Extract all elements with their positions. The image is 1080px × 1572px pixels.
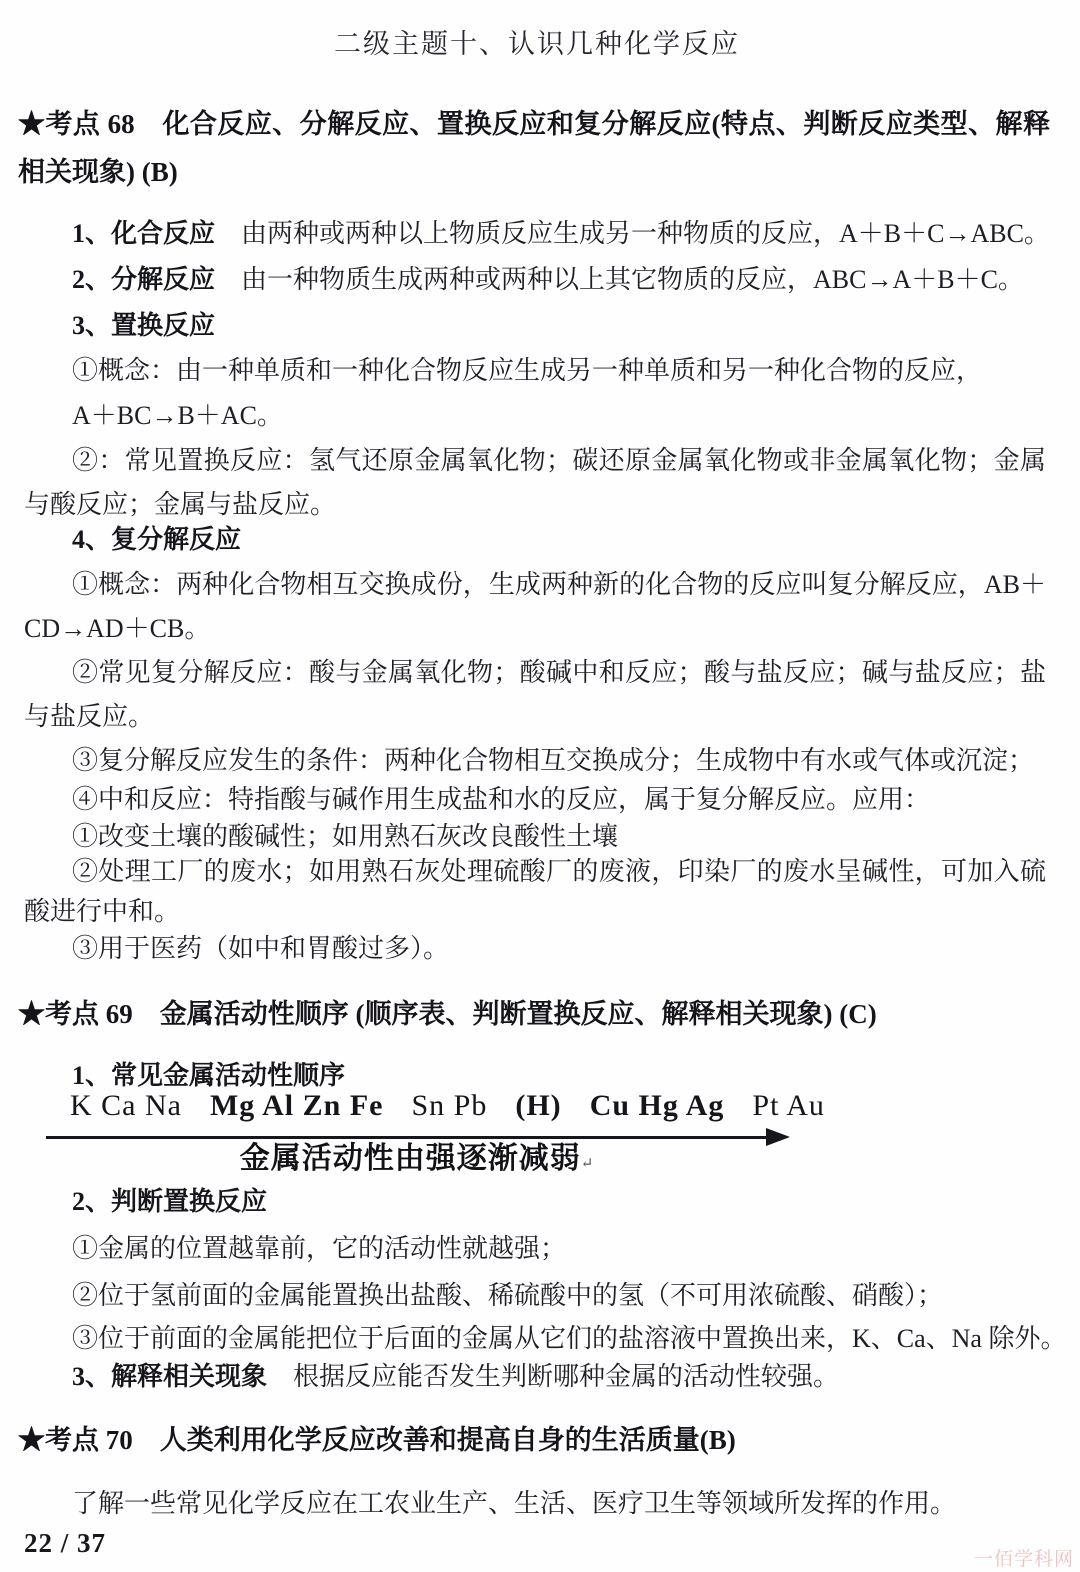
s69-line-6-text: 根据反应能否发生判断哪种金属的活动性较强。 (267, 1362, 840, 1391)
page-number: 22 / 37 (24, 1528, 107, 1558)
s68-line-7 (24, 518, 1050, 562)
s68-line-1 (24, 212, 1050, 256)
s68-line-1-text: 由两种或两种以上物质反应生成另一种物质的反应，A＋B＋C→ABC。 (215, 219, 1050, 248)
s69-line-3: ①金属的位置越靠前，它的活动性就越强； (72, 1234, 567, 1263)
s68-line-13: ②处理工厂的废水；如用熟石灰处理硫酸厂的废液，印染厂的废水呈碱性，可加入硫酸进行中和。 (24, 857, 1046, 926)
metal-activity-series (70, 1086, 825, 1126)
s68-line-2-label: 2、分解反应 (72, 265, 216, 294)
series-caption-text: 金属活动性由强逐渐减弱 (239, 1142, 581, 1175)
page-title: 二级主题十、认识几种化学反应 (334, 29, 740, 59)
s68-line-5: A＋BC→B＋AC。 (72, 401, 283, 430)
s68-line-6: ②：常见置换反应：氢气还原金属氧化物；碳还原金属氧化物或非金属氧化物；金属与酸反应；金属与盐反应。 (24, 446, 1046, 519)
s69-line-2 (24, 1180, 1050, 1224)
series-group-h: (H) (515, 1089, 562, 1122)
s68-line-2 (24, 258, 1050, 302)
s69-line-2-label: 2、判断置换反应 (72, 1187, 268, 1216)
s69-line-1-label: 1、常见金属活动性顺序 (72, 1061, 346, 1090)
watermark: 一佰学科网 (973, 1549, 1074, 1570)
s68-line-2-text: 由一种物质生成两种或两种以上其它物质的反应，ABC→A＋B＋C。 (215, 265, 1024, 294)
s68-line-14: ③用于医药（如中和胃酸过多）。 (72, 934, 450, 963)
s68-line-10: ③复分解反应发生的条件：两种化合物相互交换成分；生成物中有水或气体或沉淀； (72, 746, 1035, 775)
series-group-mg-al-zn-fe: Mg Al Zn Fe (209, 1089, 384, 1122)
s69-line-4: ②位于氢前面的金属能置换出盐酸、稀硫酸中的氢（不可用浓硫酸、硝酸）； (72, 1281, 944, 1310)
s68-line-8: ①概念：两种化合物相互交换成份，生成两种新的化合物的反应叫复分解反应，AB＋CD→AD＋CB。 (24, 570, 1046, 643)
s69-line-5: ③位于前面的金属能把位于后面的金属从它们的盐溶液中置换出来，K、Ca、Na 除外。 (72, 1324, 1067, 1353)
s68-line-1-label: 1、化合反应 (72, 219, 216, 248)
activity-series-caption (46, 1139, 788, 1184)
s69-line-6 (24, 1355, 1050, 1399)
s68-line-12: ①改变土壤的酸碱性；如用熟石灰改良酸性土壤 (72, 822, 619, 851)
section-70-heading: ★考点 70 人类利用化学反应改善和提高自身的生活质量(B) (18, 1425, 736, 1455)
s68-line-3 (24, 304, 1050, 348)
return-mark-icon: ↵ (580, 1156, 595, 1172)
s68-line-7-label: 4、复分解反应 (72, 525, 242, 554)
s68-line-9: ②常见复分解反应：酸与金属氧化物；酸碱中和反应；酸与盐反应；碱与盐反应；盐与盐反应。 (24, 658, 1046, 731)
section-69-heading: ★考点 69 金属活动性顺序 (顺序表、判断置换反应、解释相关现象) (C) (18, 999, 877, 1029)
section-68-heading: ★考点 68 化合反应、分解反应、置换反应和复分解反应(特点、判断反应类型、解释相关现象) (B) (18, 109, 1050, 187)
series-group-sn-pb: Sn Pb (411, 1089, 488, 1122)
s70-line-1: 了解一些常见化学反应在工农业生产、生活、医疗卫生等领域所发挥的作用。 (72, 1489, 957, 1518)
series-group-k-ca-na: K Ca Na (70, 1089, 182, 1122)
s68-line-11: ④中和反应：特指酸与碱作用生成盐和水的反应，属于复分解反应。应用： (72, 785, 931, 814)
s68-line-3-label: 3、置换反应 (72, 311, 216, 340)
s68-line-4: ①概念：由一种单质和一种化合物反应生成另一种单质和另一种化合物的反应， (72, 356, 983, 385)
s69-line-6-label: 3、解释相关现象 (72, 1362, 268, 1391)
series-group-cu-hg-ag: Cu Hg Ag (589, 1089, 725, 1122)
series-group-pt-au: Pt Au (752, 1089, 825, 1122)
